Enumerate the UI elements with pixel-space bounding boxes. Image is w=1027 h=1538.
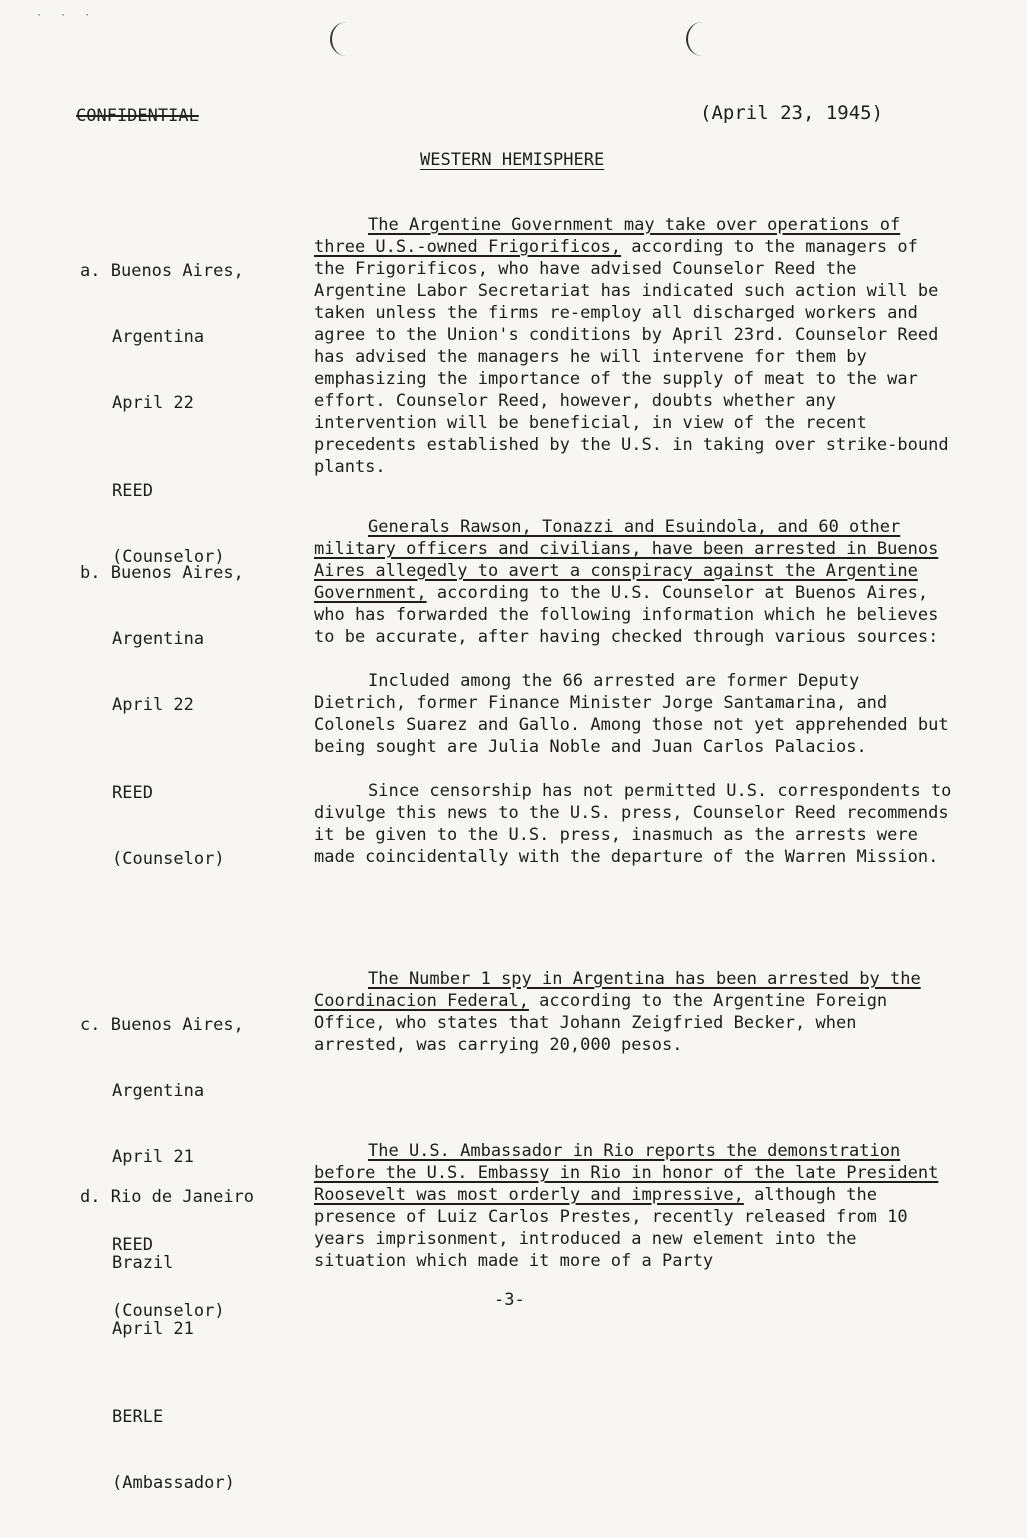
entry-role: (Counselor) (112, 547, 225, 567)
entry-country: Argentina (112, 327, 205, 347)
entry-role: (Ambassador) (112, 1473, 235, 1493)
entry-b-meta (80, 518, 244, 914)
punch-hole-right (686, 22, 718, 56)
underlined-lead: Generals Rawson, Tonazzi and Esuindola, and 60 other military officers and civilians, have been arrested in Buenos Aires allegedly to avert a conspiracy against the Argentine Government, (314, 517, 939, 603)
entry-country: Argentina (112, 629, 205, 649)
entry-place: Buenos Aires, (110, 1015, 244, 1035)
entry-role: (Counselor) (112, 1301, 225, 1321)
entry-date: April 22 (112, 695, 194, 715)
entry-role: (Counselor) (112, 849, 225, 869)
paper-specks: · · · (36, 10, 97, 21)
entry-sender: REED (112, 481, 153, 501)
paragraph-text: Since censorship has not permitted U.S. correspondents to divulge this news to the U.S. press, Counselor Reed recommends it be given to the U.S. press, inasmuch as the arrests were made coincidentally with the departure of the Warren Mission. (314, 781, 952, 867)
paragraph (314, 1140, 954, 1272)
classification-marking: CONFIDENTIAL (76, 106, 199, 126)
underlined-lead: The Number 1 spy in Argentina has been arrested by the Coordinacion Federal, (314, 969, 921, 1011)
page-number: -3- (494, 1290, 525, 1310)
paragraph (314, 214, 954, 478)
underlined-lead: The Argentine Government may take over operations of three U.S.-owned Frigorificos, (314, 215, 901, 257)
paragraph-text: Included among the 66 arrested are former Deputy Dietrich, former Finance Minister Jorge Santamarina, and Colonels Suarez and Gallo. Among those not yet apprehended but being sought are Julia Noble and Juan Carlos Palacios. (314, 671, 949, 757)
paragraph (314, 968, 954, 1056)
paragraph-text: according to the managers of the Frigorificos, who have advised Counselor Reed the Argentine Labor Secretariat has indicated such action will be taken unless the firms re-employ all discharged workers and agree to the Union's conditions by April 23rd. Counselor Reed has advised the managers he will intervene for them by emphasizing the importance of the supply of meat to the war effort. Counselor Reed, however, doubts whether any intervention will be beneficial, in view of the recent precedents established by the U.S. in taking over strike-bound plants. (314, 237, 949, 477)
paragraph (314, 670, 954, 758)
paragraph (314, 780, 954, 868)
punch-hole-left (330, 22, 362, 56)
entry-letter: c. (80, 1015, 101, 1035)
entry-date: April 21 (112, 1147, 194, 1167)
entry-sender: BERLE (112, 1407, 164, 1427)
entry-b-body (314, 516, 954, 890)
entry-c-body (314, 968, 954, 1078)
paragraph-text: according to the Argentine Foreign Office, who states that Johann Zeigfried Becker, when arrested, was carrying 20,000 pesos. (314, 991, 888, 1055)
entry-country: Argentina (112, 1081, 205, 1101)
entry-a-body (314, 214, 954, 500)
paragraph-text: although the presence of Luiz Carlos Prestes, recently released from 10 years imprisonment, introduced a new element into the situation which made it more of a Party (314, 1185, 908, 1271)
paragraph-text: according to the U.S. Counselor at Buenos Aires, who has forwarded the following information which he believes to be accurate, after having checked through various sources: (314, 583, 939, 647)
entry-letter: b. (80, 563, 101, 583)
entry-place: Buenos Aires, (110, 563, 244, 583)
entry-sender: REED (112, 783, 153, 803)
document-date: (April 23, 1945) (700, 102, 884, 124)
entry-letter: d. (80, 1187, 101, 1207)
entry-date: April 21 (112, 1319, 194, 1339)
entry-country: Brazil (112, 1253, 174, 1273)
paragraph (314, 516, 954, 648)
entry-place: Buenos Aires, (110, 261, 244, 281)
entry-sender: REED (112, 1235, 153, 1255)
section-heading: WESTERN HEMISPHERE (420, 150, 605, 170)
underlined-lead: The U.S. Ambassador in Rio reports the demonstration before the U.S. Embassy in Rio in honor of the late President Roosevelt was most orderly and impressive, (314, 1141, 939, 1205)
entry-d-meta (80, 1142, 254, 1538)
entry-d-body (314, 1140, 954, 1294)
entry-date: April 22 (112, 393, 194, 413)
entry-place: Rio de Janeiro (110, 1187, 255, 1207)
entry-letter: a. (80, 261, 101, 281)
